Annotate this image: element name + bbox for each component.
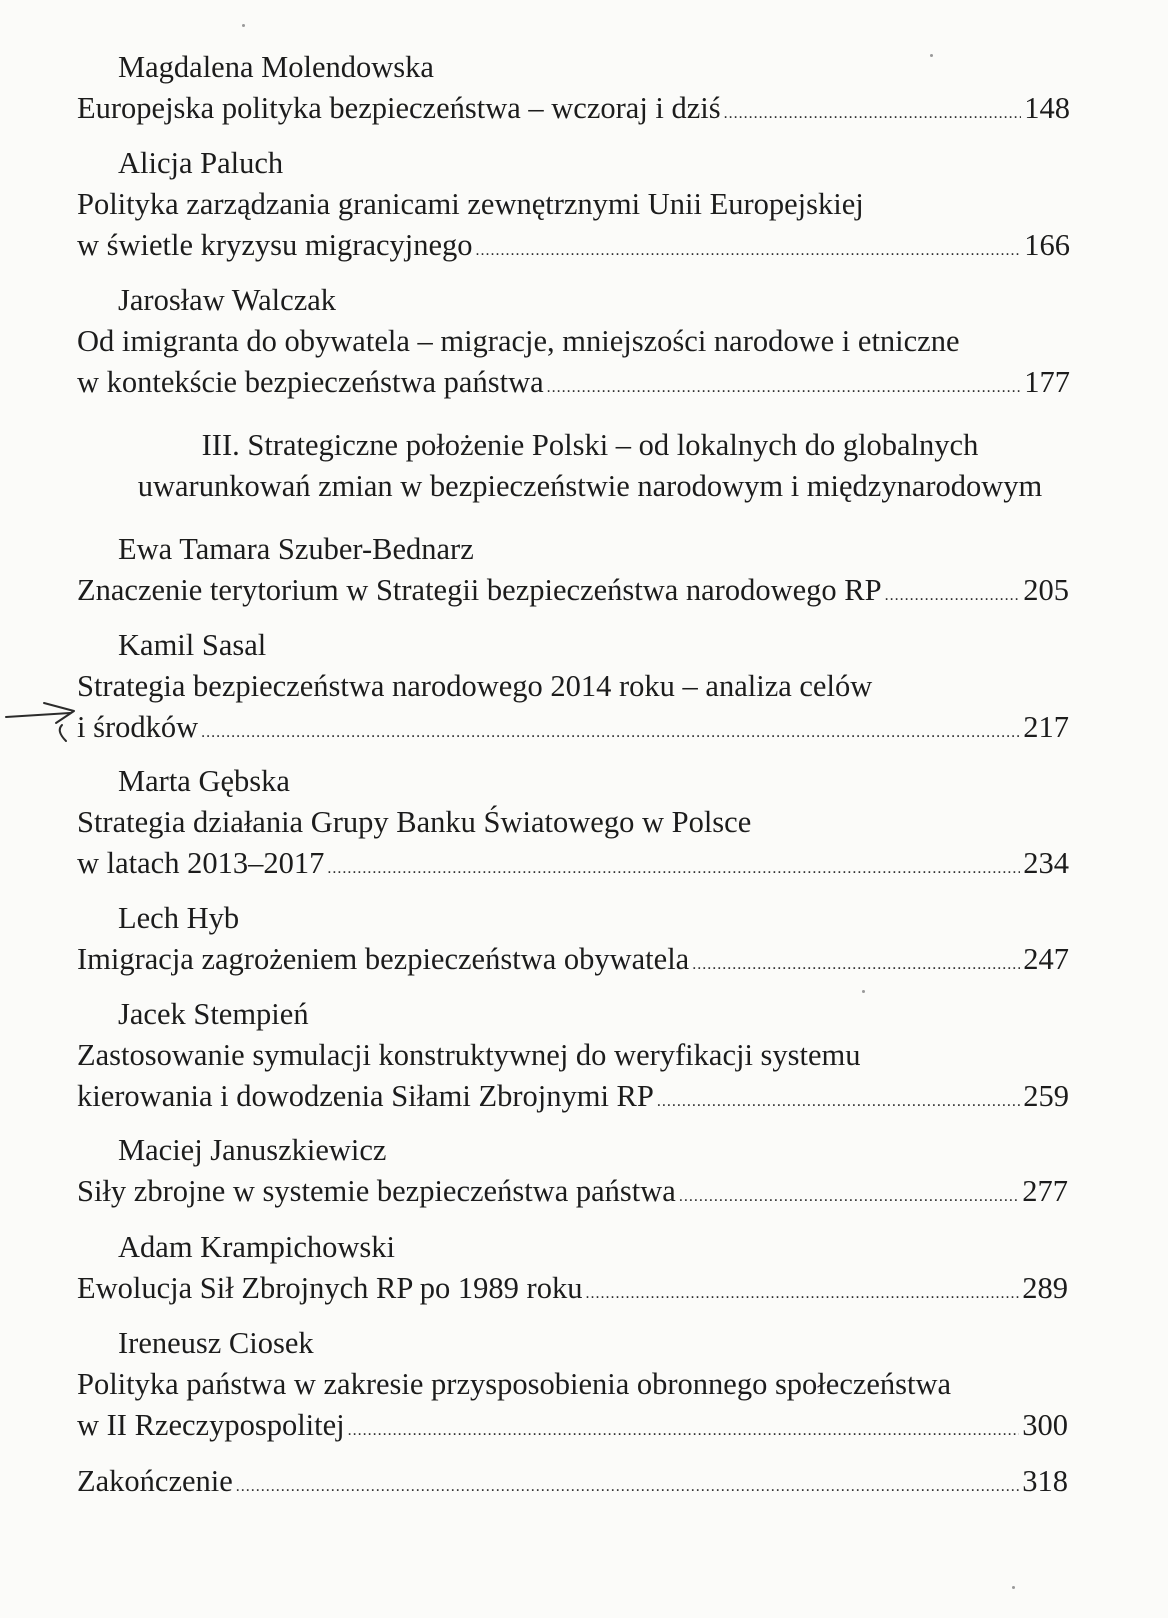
entry-title: w II Rzeczypospolitej [77,1408,345,1442]
page-number: 166 [1024,228,1070,262]
toc-entry-line[interactable] [77,844,1069,888]
page-number: 289 [1022,1271,1068,1305]
page-number: 247 [1023,942,1069,976]
closing-title: Zakończenie [77,1464,233,1498]
entry-title: w kontekście bezpieczeństwa państwa [77,365,544,399]
entry-author: Ireneusz Ciosek [118,1326,314,1360]
toc-entry-line[interactable] [77,1406,1068,1450]
entry-title: Strategia bezpieczeństwa narodowego 2014 roku – analiza celów [77,669,873,703]
dot-leader [585,1275,1019,1313]
entry-title: Polityka zarządzania granicami zewnętrznymi Unii Europejskiej [77,187,864,221]
dot-leader [547,369,1022,407]
entry-author: Jarosław Walczak [118,283,337,317]
toc-entry-line[interactable] [77,940,1069,984]
dot-leader [201,714,1020,752]
entry-author: Ewa Tamara Szuber-Bednarz [118,532,474,566]
entry-author: Marta Gębska [118,764,290,798]
dot-leader [657,1083,1020,1121]
toc-entry-line[interactable] [77,1077,1069,1121]
entry-author: Magdalena Molendowska [118,50,434,84]
toc-entry-line[interactable] [77,1269,1068,1313]
toc-entry-line[interactable] [77,89,1070,133]
entry-title: Ewolucja Sił Zbrojnych RP po 1989 roku [77,1271,583,1305]
hand-drawn-arrow-icon [4,697,84,747]
page-number: 318 [1022,1464,1068,1498]
entry-title: w świetle kryzysu migracyjnego [77,228,473,262]
toc-entry-line[interactable] [77,1172,1068,1216]
scan-speck [1012,1586,1015,1589]
entry-title: Zastosowanie symulacji konstruktywnej do weryfikacji systemu [77,1038,861,1072]
entry-author: Kamil Sasal [118,628,267,662]
toc-entry-line[interactable] [77,363,1070,407]
page-number: 234 [1023,846,1069,880]
scan-speck [242,24,245,27]
toc-entry-line[interactable] [77,571,1069,615]
dot-leader [236,1468,1019,1506]
entry-title: Imigracja zagrożeniem bezpieczeństwa obywatela [77,942,690,976]
entry-title: Siły zbrojne w systemie bezpieczeństwa państwa [77,1174,676,1208]
dot-leader [724,95,1022,133]
entry-author: Alicja Paluch [118,146,284,180]
page-number: 217 [1023,710,1069,744]
page-number: 300 [1022,1408,1068,1442]
scan-speck [862,990,865,993]
toc-entry-line[interactable] [77,708,1069,752]
entry-title: w latach 2013–2017 [77,846,325,880]
dot-leader [348,1412,1020,1450]
entry-title: kierowania i dowodzenia Siłami Zbrojnymi RP [77,1079,654,1113]
entry-author: Lech Hyb [118,901,240,935]
entry-title: Od imigranta do obywatela – migracje, mniejszości narodowe i etniczne [77,324,960,358]
section-heading-line-1: III. Strategiczne położenie Polski – od lokalnych do globalnych [201,428,979,462]
dot-leader [327,850,1020,888]
dot-leader [476,232,1022,270]
dot-leader [692,946,1020,984]
page-number: 177 [1024,365,1070,399]
scan-speck [930,54,933,57]
entry-title: Europejska polityka bezpieczeństwa – wczoraj i dziś [77,91,721,125]
dot-leader [679,1178,1019,1216]
entry-title: Znaczenie terytorium w Strategii bezpieczeństwa narodowego RP [77,573,882,607]
dot-leader [885,577,1021,615]
toc-entry-line[interactable] [77,226,1070,270]
entry-title: i środków [77,710,199,744]
entry-author: Maciej Januszkiewicz [118,1133,387,1167]
toc-entry-line[interactable] [77,1462,1068,1506]
section-heading-line-2: uwarunkowań zmian w bezpieczeństwie narodowym i międzynarodowym [137,469,1043,503]
page-number: 259 [1023,1079,1069,1113]
entry-author: Jacek Stempień [118,997,309,1031]
page-number: 277 [1022,1174,1068,1208]
page-number: 148 [1024,91,1070,125]
entry-title: Strategia działania Grupy Banku Światowego w Polsce [77,805,752,839]
entry-title: Polityka państwa w zakresie przysposobienia obronnego społeczeństwa [77,1367,952,1401]
page-number: 205 [1023,573,1069,607]
entry-author: Adam Krampichowski [118,1230,395,1264]
